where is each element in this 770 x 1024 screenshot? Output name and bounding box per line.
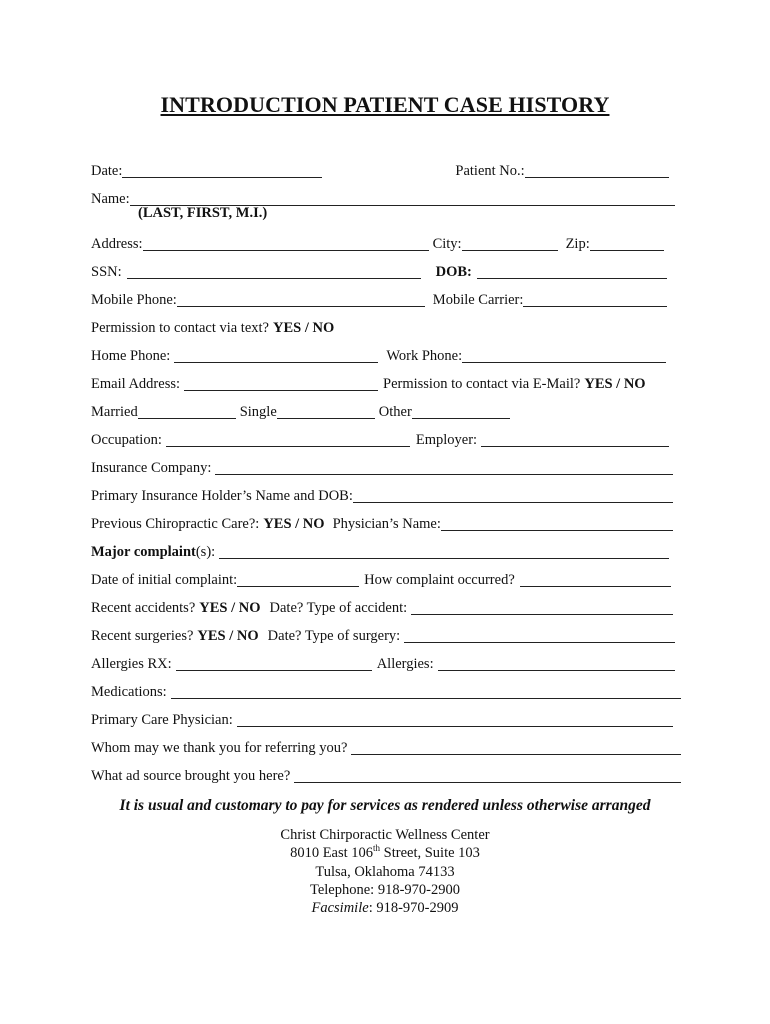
recent-surgeries-yes-no[interactable]: YES / NO (197, 628, 259, 644)
row-primary-care (91, 709, 681, 729)
zip-field[interactable] (590, 236, 664, 251)
mobile-carrier-label: Mobile Carrier: (432, 292, 524, 308)
previous-chiro-label: Previous Chiropractic Care?: (91, 516, 260, 532)
row-primary-holder (91, 485, 681, 505)
dob-field[interactable] (477, 264, 667, 279)
row-address (91, 233, 681, 253)
row-ssn (91, 261, 681, 281)
married-field[interactable] (138, 404, 236, 419)
permission-text-label: Permission to contact via text? (91, 320, 269, 336)
dob-label: DOB: (435, 264, 472, 280)
home-phone-label: Home Phone: (91, 348, 171, 364)
row-ad-source (91, 765, 681, 785)
row-medications (91, 681, 681, 701)
city-label: City: (432, 236, 462, 252)
name-label: Name: (91, 191, 130, 207)
date-initial-field[interactable] (237, 572, 359, 587)
how-occurred-label: How complaint occurred? (364, 572, 515, 588)
recent-accidents-label: Recent accidents? (91, 600, 196, 616)
employer-field[interactable] (481, 432, 669, 447)
row-mobile (91, 289, 681, 309)
clinic-city: Tulsa, Oklahoma 74133 (315, 863, 455, 880)
row-insurance (91, 457, 681, 477)
payment-notice: It is usual and customary to pay for services as rendered unless otherwise arranged (119, 797, 651, 814)
ad-source-field[interactable] (294, 768, 681, 783)
clinic-address-block (0, 826, 770, 917)
address-field[interactable] (143, 236, 429, 251)
row-previous-chiro (91, 513, 681, 533)
permission-email-yes-no[interactable]: YES / NO (584, 376, 646, 392)
patient-no-field[interactable] (525, 163, 669, 178)
email-field[interactable] (184, 376, 378, 391)
date-field[interactable] (122, 163, 322, 178)
allergies-label: Allergies: (376, 656, 434, 672)
recent-accidents-yes-no[interactable]: YES / NO (199, 600, 261, 616)
row-permission-text (91, 317, 681, 337)
name-field[interactable] (130, 191, 675, 206)
primary-holder-label: Primary Insurance Holder’s Name and DOB: (91, 488, 353, 504)
allergies-rx-field[interactable] (176, 656, 372, 671)
row-email (91, 373, 681, 393)
row-initial-complaint (91, 569, 681, 589)
occupation-label: Occupation: (91, 432, 162, 448)
major-complaint-suffix: (s): (195, 544, 216, 560)
referral-field[interactable] (351, 740, 681, 755)
row-accidents (91, 597, 681, 617)
page-title: INTRODUCTION PATIENT CASE HISTORY (160, 92, 610, 117)
row-marital (91, 401, 681, 421)
clinic-telephone: Telephone: 918-970-2900 (310, 881, 460, 898)
row-phones (91, 345, 681, 365)
mobile-phone-field[interactable] (177, 292, 425, 307)
medications-field[interactable] (171, 684, 681, 699)
ssn-field[interactable] (127, 264, 421, 279)
major-complaint-field[interactable] (219, 544, 669, 559)
ad-source-label: What ad source brought you here? (91, 768, 291, 784)
mobile-phone-label: Mobile Phone: (91, 292, 177, 308)
mobile-carrier-field[interactable] (523, 292, 667, 307)
other-field[interactable] (412, 404, 510, 419)
clinic-name: Christ Chirporactic Wellness Center (280, 827, 490, 843)
surgery-field[interactable] (404, 628, 675, 643)
clinic-fax: Facsimile: 918-970-2909 (311, 900, 459, 917)
row-allergies (91, 653, 681, 673)
occupation-field[interactable] (166, 432, 410, 447)
married-label: Married (91, 404, 138, 420)
medications-label: Medications: (91, 684, 167, 700)
previous-chiro-yes-no[interactable]: YES / NO (263, 516, 325, 532)
date-type-surgery-label: Date? Type of surgery: (267, 628, 401, 644)
major-complaint-label: Major complaint (91, 544, 196, 560)
how-occurred-field[interactable] (520, 572, 671, 587)
primary-care-label: Primary Care Physician: (91, 712, 233, 728)
date-label: Date: (91, 163, 123, 179)
work-phone-label: Work Phone: (386, 348, 463, 364)
insurance-company-field[interactable] (215, 460, 673, 475)
single-field[interactable] (277, 404, 375, 419)
allergies-rx-label: Allergies RX: (91, 656, 172, 672)
other-label: Other (378, 404, 412, 420)
email-label: Email Address: (91, 376, 181, 392)
home-phone-field[interactable] (174, 348, 378, 363)
physician-name-label: Physician’s Name: (332, 516, 441, 532)
single-label: Single (239, 404, 277, 420)
work-phone-field[interactable] (462, 348, 666, 363)
ssn-label: SSN: (91, 264, 122, 280)
allergies-field[interactable] (438, 656, 675, 671)
recent-surgeries-label: Recent surgeries? (91, 628, 194, 644)
row-surgeries (91, 625, 681, 645)
primary-holder-field[interactable] (353, 488, 673, 503)
insurance-company-label: Insurance Company: (91, 460, 212, 476)
row-date (91, 160, 681, 180)
physician-name-field[interactable] (441, 516, 673, 531)
permission-email-label: Permission to contact via E-Mail? (383, 376, 581, 392)
row-major-complaint (91, 541, 681, 561)
date-initial-label: Date of initial complaint: (91, 572, 238, 588)
name-hint: (LAST, FIRST, M.I.) (138, 205, 268, 221)
primary-care-field[interactable] (237, 712, 673, 727)
referral-label: Whom may we thank you for referring you? (91, 740, 348, 756)
date-type-accident-label: Date? Type of accident: (269, 600, 408, 616)
clinic-street: 8010 East 106th Street, Suite 103 (290, 843, 480, 862)
row-referral (91, 737, 681, 757)
patient-no-label: Patient No.: (455, 163, 525, 179)
employer-label: Employer: (415, 432, 478, 448)
row-occupation (91, 429, 681, 449)
city-field[interactable] (462, 236, 558, 251)
zip-label: Zip: (565, 236, 590, 252)
accident-field[interactable] (411, 600, 673, 615)
permission-text-yes-no[interactable]: YES / NO (273, 320, 335, 336)
address-label: Address: (91, 236, 143, 252)
